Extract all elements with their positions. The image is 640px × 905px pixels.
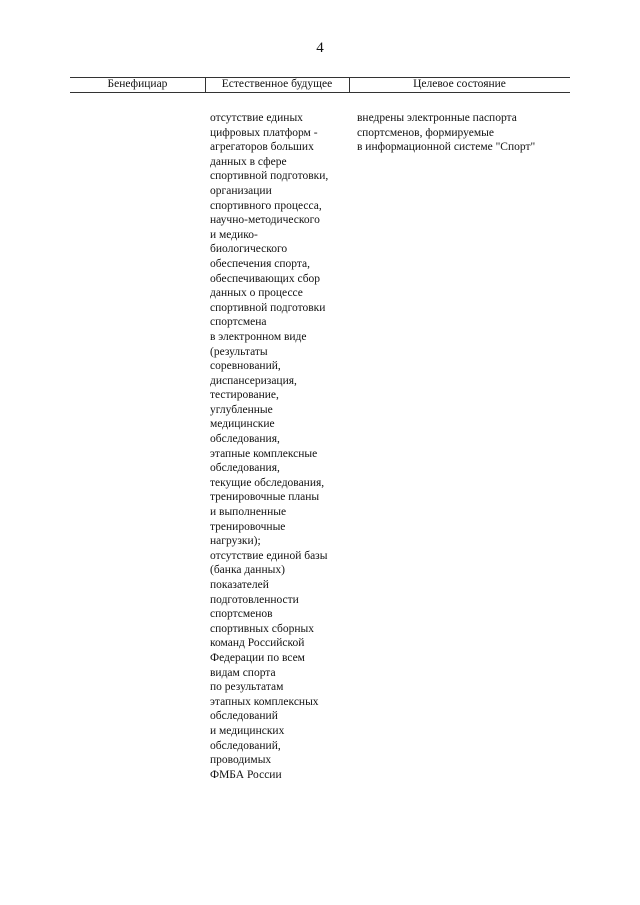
target-state-cell: внедрены электронные паспорта спортсменов, формируемые в информационной системе "Спорт" [357,112,536,154]
header-target-state: Целевое состояние [413,78,506,90]
table-header-rule [70,92,570,93]
header-beneficiary: Бенефициар [107,78,168,90]
page-number: 4 [316,40,324,56]
natural-future-cell: отсутствие единых цифровых платформ - агрегаторов больших данных в сфере спортивной подготовки, организации спортивного процесса, научно-методического и медико- биологического обеспечения спорта, обеспечивающих сбор данных о процессе спортивной подготовки спортсмена в электронном виде (результаты соревнований, диспансеризация, тестирование, углубленные медицинские обследования, этапные комплексные обследования, текущие обследования, тренировочные планы и выполненные тренировочные нагрузки); отсутствие единой базы (банка данных) показателей подготовленности спортсменов спортивных сборных команд Российской Федерации по всем видам спорта по результатам этапных комплексных обследований и медицинских обследований, проводимых ФМБА России [210,112,329,781]
header-natural-future: Естественное будущее [221,78,333,90]
